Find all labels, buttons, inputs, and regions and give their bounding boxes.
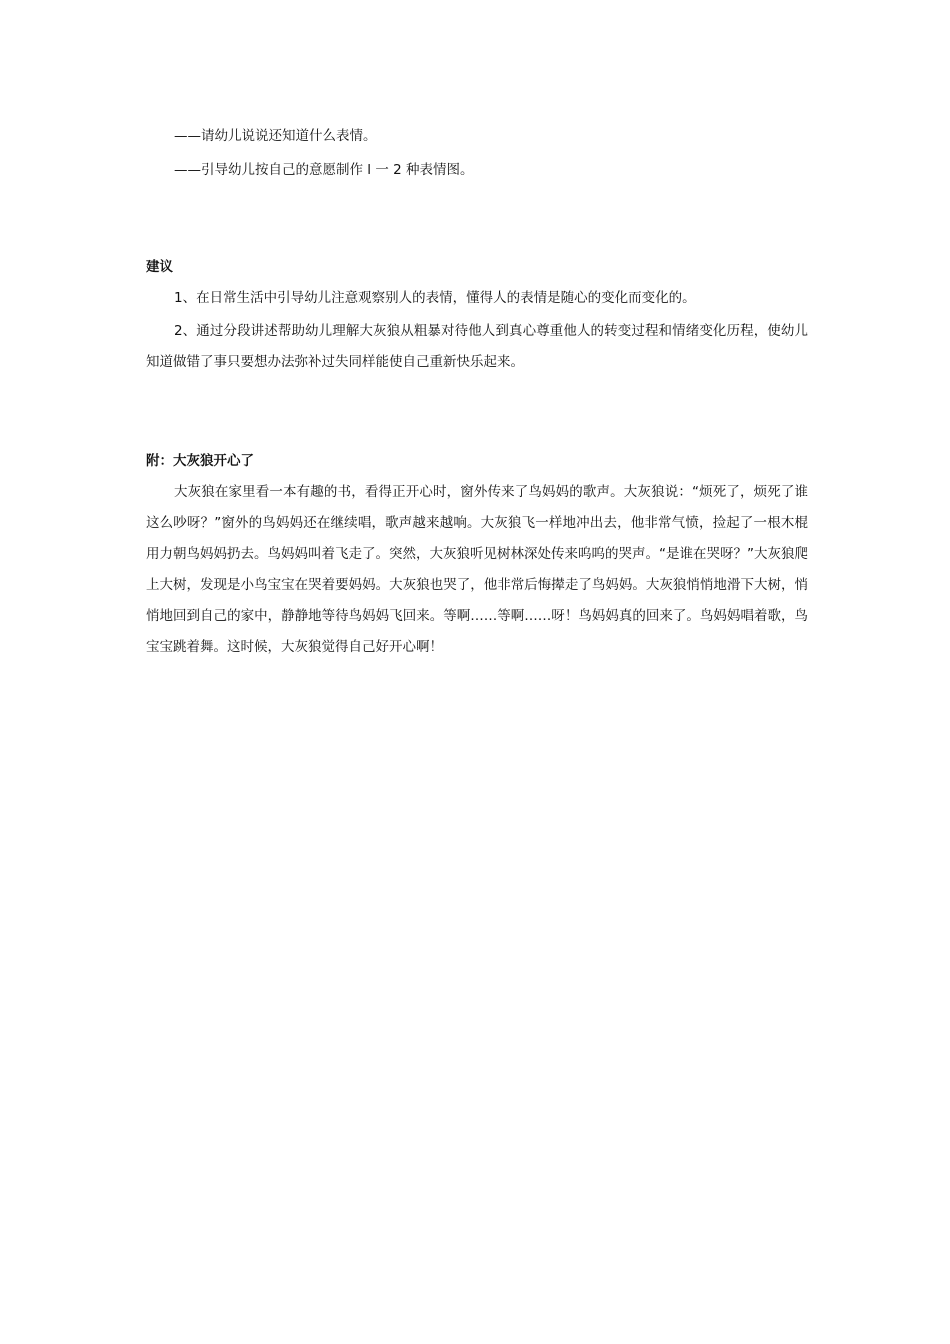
activity-step-2: ——引导幼儿按自己的意愿制作 l 一 2 种表情图。 (174, 162, 474, 178)
suggestions-heading: 建议 (146, 259, 173, 275)
activity-step-1: ——请幼儿说说还知道什么表情。 (174, 128, 377, 144)
suggestion-item-2: 2、通过分段讲述帮助幼儿理解大灰狼从粗暴对待他人到真心尊重他人的转变过程和情绪变化历程，使幼儿知道做错了事只要想办法弥补过失同样能使自己重新快乐起来。 (146, 323, 808, 370)
appendix-heading: 附：大灰狼开心了 (146, 453, 254, 469)
suggestion-item-1: 1、在日常生活中引导幼儿注意观察别人的表情，懂得人的表情是随心的变化而变化的。 (174, 290, 696, 306)
appendix-story: 大灰狼在家里看一本有趣的书，看得正开心时，窗外传来了鸟妈妈的歌声。大灰狼说：“烦死了，烦死了谁这么吵呀？”窗外的鸟妈妈还在继续唱，歌声越来越响。大灰狼飞一样地冲出去，他非常气愤，捡起了一根木棍用力朝鸟妈妈扔去。鸟妈妈叫着飞走了。突然，大灰狼听见树林深处传来呜呜的哭声。“是谁在哭呀？”大灰狼爬上大树，发现是小鸟宝宝在哭着要妈妈。大灰狼也哭了，他非常后悔撵走了鸟妈妈。大灰狼悄悄地滑下大树，悄悄地回到自己的家中，静静地等待鸟妈妈飞回来。等啊……等啊……呀！鸟妈妈真的回来了。鸟妈妈唱着歌，鸟宝宝跳着舞。这时候，大灰狼觉得自己好开心啊！ (146, 484, 808, 655)
